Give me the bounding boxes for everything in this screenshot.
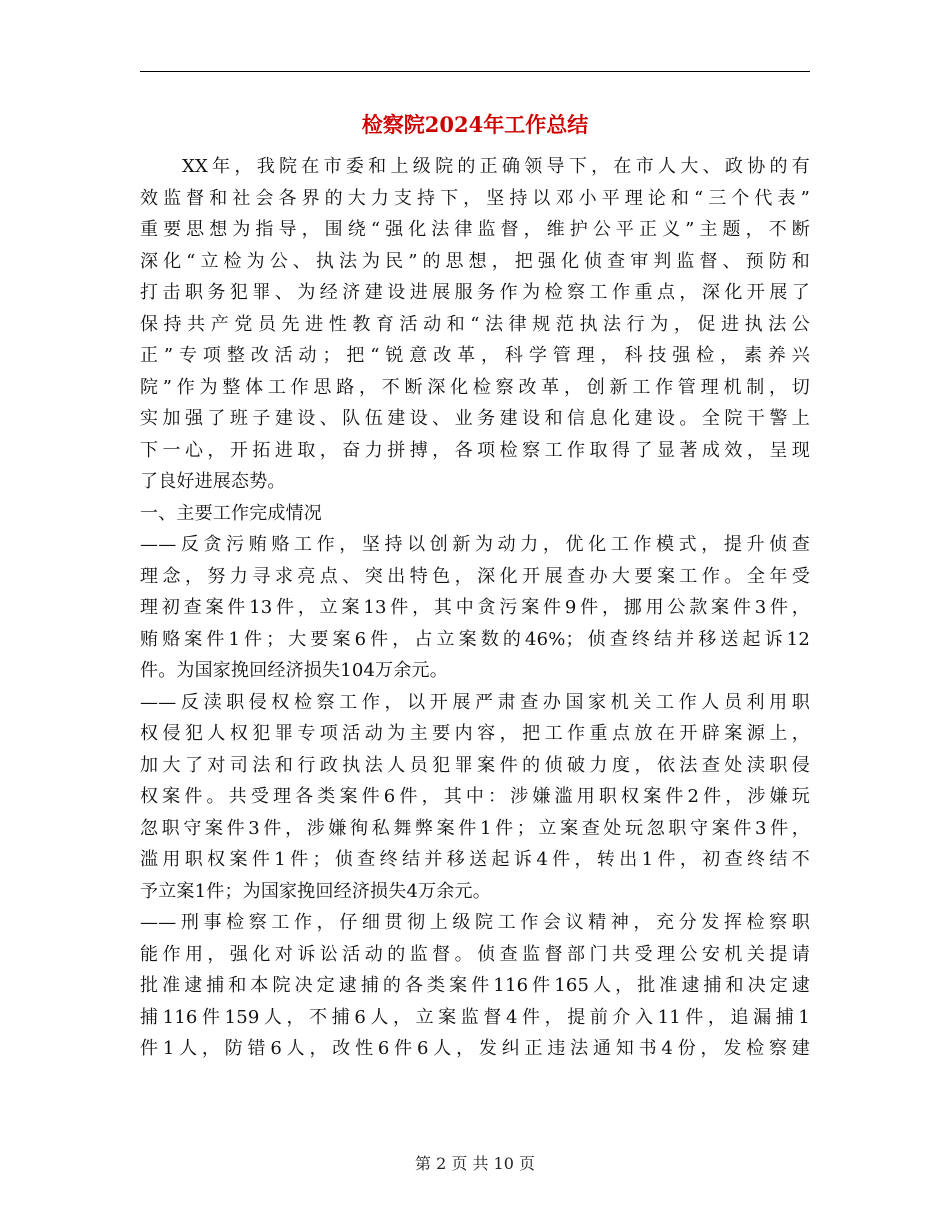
paragraph-line: 予立案1件；为国家挽回经济损失4万余元。 [140,880,491,902]
paragraph-line: 了良好进展态势。 [140,471,286,492]
paragraph-line: ——刑事检察工作，仔细贯彻上级院工作会议精神，充分发挥检察职 [140,912,810,933]
header-rule [140,71,810,72]
paragraph-line: 贿赂案件1件；大要案6件，占立案数的46%；侦查终结并移送起诉12 [140,628,810,650]
paragraph-line: 能作用，强化对诉讼活动的监督。侦查监督部门共受理公安机关提请 [140,943,810,965]
paragraph-line: 重要思想为指导，围绕“强化法律监督，维护公平正义”主题，不断 [140,219,810,240]
paragraph-line: ——反渎职侵权检察工作，以开展严肃查办国家机关工作人员利用职 [140,691,810,713]
paragraph-line: 深化“立检为公、执法为民”的思想，把强化侦查审判监督、预防和 [140,250,810,272]
paragraph-line: 院”作为整体工作思路，不断深化检察改革，创新工作管理机制，切 [140,376,810,398]
paragraph-line: 件。为国家挽回经济损失104万余元。 [140,660,448,681]
section-heading: 一、主要工作完成情况 [140,502,322,524]
paragraph-line: 正”专项整改活动；把“锐意改革，科学管理，科技强检，素养兴 [140,345,810,366]
paragraph-line: ——反贪污贿赂工作，坚持以创新为动力，优化工作模式，提升侦查 [140,534,810,555]
paragraph-line: 忽职守案件3件，涉嫌徇私舞弊案件1件；立案查处玩忽职守案件3件， [140,817,810,839]
paragraph-line: 加大了对司法和行政执法人员犯罪案件的侦破力度，依法查处渎职侵 [140,754,810,776]
paragraph-line: 批准逮捕和本院决定逮捕的各类案件116件165人，批准逮捕和决定逮 [140,975,810,996]
paragraph-line: 理念，努力寻求亮点、突出特色，深化开展查办大要案工作。全年受 [140,565,810,587]
paragraph-line: 权案件。共受理各类案件6件，其中：涉嫌滥用职权案件2件，涉嫌玩 [140,786,810,807]
paragraph-line: 实加强了班子建设、队伍建设、业务建设和信息化建设。全院干警上 [140,408,810,429]
document-body [140,151,810,1065]
paragraph-line: 保持共产党员先进性教育活动和“法律规范执法行为，促进执法公 [140,313,810,335]
paragraph-line: 效监督和社会各界的大力支持下，坚持以邓小平理论和“三个代表” [140,187,810,209]
paragraph-line: 下一心，开拓进取，奋力拼搏，各项检察工作取得了显著成效，呈现 [140,439,810,461]
page-number-footer: 第 2 页 共 10 页 [415,1154,535,1173]
paragraph-line: 打击职务犯罪、为经济建设进展服务作为检察工作重点，深化开展了 [140,282,810,303]
paragraph-line: XX年，我院在市委和上级院的正确领导下，在市人大、政协的有 [182,156,810,177]
paragraph-line: 捕116件159人，不捕6人，立案监督4件，提前介入11件，追漏捕1 [140,1006,810,1028]
paragraph-line: 件1人，防错6人，改性6件6人，发纠正违法通知书4份，发检察建 [140,1038,810,1059]
paragraph-line: 滥用职权案件1件；侦查终结并移送起诉4件，转出1件，初查终结不 [140,849,810,870]
paragraph-line: 权侵犯人权犯罪专项活动为主要内容，把工作重点放在开辟案源上， [140,723,810,744]
document-title: 检察院2024年工作总结 [361,112,589,137]
paragraph-line: 理初查案件13件，立案13件，其中贪污案件9件，挪用公款案件3件， [140,597,810,618]
